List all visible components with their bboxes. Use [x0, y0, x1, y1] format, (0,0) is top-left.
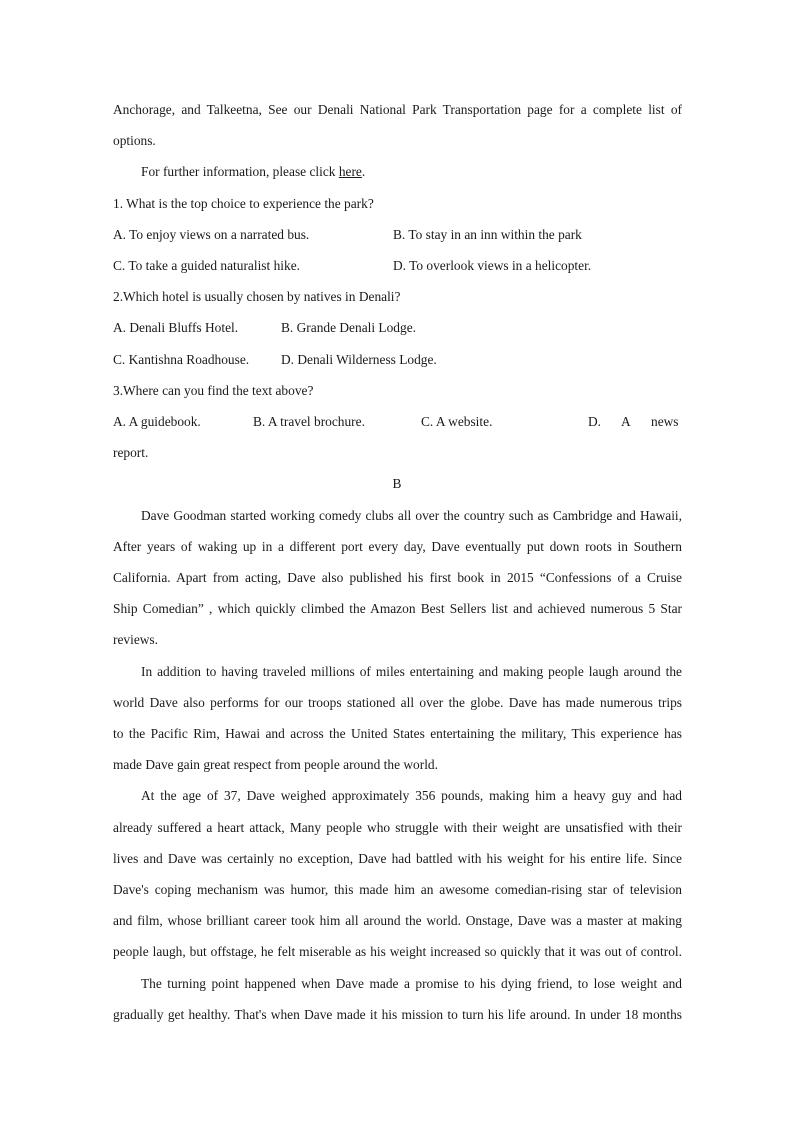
- question-3-stem: 3.Where can you find the text above?: [113, 383, 314, 398]
- here-link[interactable]: here: [338, 164, 362, 179]
- q1-option-c[interactable]: C. To take a guided naturalist hike.: [113, 258, 300, 273]
- q1-option-b[interactable]: B. To stay in an inn within the park: [393, 227, 582, 242]
- section-b-line-16: The turning point happened when Dave made a promise to his dying friend, to lose weight and: [141, 976, 682, 991]
- section-b-line-12: lives and Dave was certainly no exception, Dave had battled with his weight for his entire life. Since: [113, 851, 682, 866]
- section-b-line-6: In addition to having traveled millions of miles entertaining and making people laugh around the: [141, 664, 682, 679]
- q3-option-b[interactable]: B. A travel brochure.: [253, 414, 365, 429]
- q3-option-a[interactable]: A. A guidebook.: [113, 414, 201, 429]
- section-b-line-9: made Dave gain great respect from people around the world.: [113, 757, 438, 772]
- section-b-line-7: world Dave also performs for our troops stationed all over the globe. Dave has made numerous trips: [113, 695, 682, 710]
- further-info-line: [141, 162, 682, 182]
- question-2-row-2: [113, 350, 682, 370]
- section-b-line-3: California. Apart from acting, Dave also published his first book in 2015 “Confessions of a Cruise: [113, 570, 682, 585]
- further-info-text: For further information, please click: [141, 164, 339, 179]
- section-b-line-15: people laugh, but offstage, he felt miserable as his weight increased so quickly that it was out of control.: [113, 944, 682, 959]
- question-1-row-2: [113, 256, 682, 276]
- section-b-line-17: gradually get healthy. That's when Dave made it his mission to turn his life around. In under 18 months: [113, 1007, 682, 1022]
- q3-option-d-word-news: news: [651, 414, 679, 429]
- section-b-line-5: reviews.: [113, 632, 158, 647]
- q1-option-a[interactable]: A. To enjoy views on a narrated bus.: [113, 227, 310, 242]
- q2-option-b[interactable]: B. Grande Denali Lodge.: [281, 320, 416, 335]
- section-b-line-10: At the age of 37, Dave weighed approximately 356 pounds, making him a heavy guy and had: [141, 788, 682, 803]
- section-b-heading: B: [392, 476, 402, 491]
- section-b-line-13: Dave's coping mechanism was humor, this made him an awesome comedian-rising star of television: [113, 882, 682, 897]
- q2-option-d[interactable]: D. Denali Wilderness Lodge.: [281, 352, 437, 367]
- further-info-period: .: [361, 164, 366, 179]
- question-2-stem: 2.Which hotel is usually chosen by natives in Denali?: [113, 289, 401, 304]
- question-1-stem: 1. What is the top choice to experience the park?: [113, 196, 374, 211]
- question-2-row-1: [113, 318, 682, 338]
- section-b-line-1: Dave Goodman started working comedy clubs all over the country such as Cambridge and Hawaii,: [141, 508, 682, 523]
- q2-option-a[interactable]: A. Denali Bluffs Hotel.: [113, 320, 239, 335]
- passage-a-line-2: options.: [113, 133, 156, 148]
- section-b-line-11: already suffered a heart attack, Many people who struggle with their weight are unsatisfied with their: [113, 820, 682, 835]
- question-1-row-1: [113, 225, 682, 245]
- q1-option-d[interactable]: D. To overlook views in a helicopter.: [393, 258, 592, 273]
- passage-a-line-1: Anchorage, and Talkeetna, See our Denali National Park Transportation page for a complete list of: [113, 102, 682, 117]
- q3-option-d-wrap: report.: [113, 445, 149, 460]
- section-b-line-4: Ship Comedian” , which quickly climbed the Amazon Best Sellers list and achieved numerous 5 Star: [113, 601, 682, 616]
- section-b-line-2: After years of waking up in a different port every day, Dave eventually put down roots in Southern: [113, 539, 682, 554]
- q3-option-c[interactable]: C. A website.: [421, 414, 493, 429]
- section-b-line-14: and film, whose brilliant career took him all around the world. Onstage, Dave was a master at making: [113, 913, 682, 928]
- q3-option-d-word-a: A: [621, 414, 631, 429]
- question-3-row-1: [113, 412, 682, 432]
- section-b-line-8: to the Pacific Rim, Hawai and across the United States entertaining the military, This experience has: [113, 726, 682, 741]
- q3-option-d-letter[interactable]: D.: [588, 414, 602, 429]
- q2-option-c[interactable]: C. Kantishna Roadhouse.: [113, 352, 250, 367]
